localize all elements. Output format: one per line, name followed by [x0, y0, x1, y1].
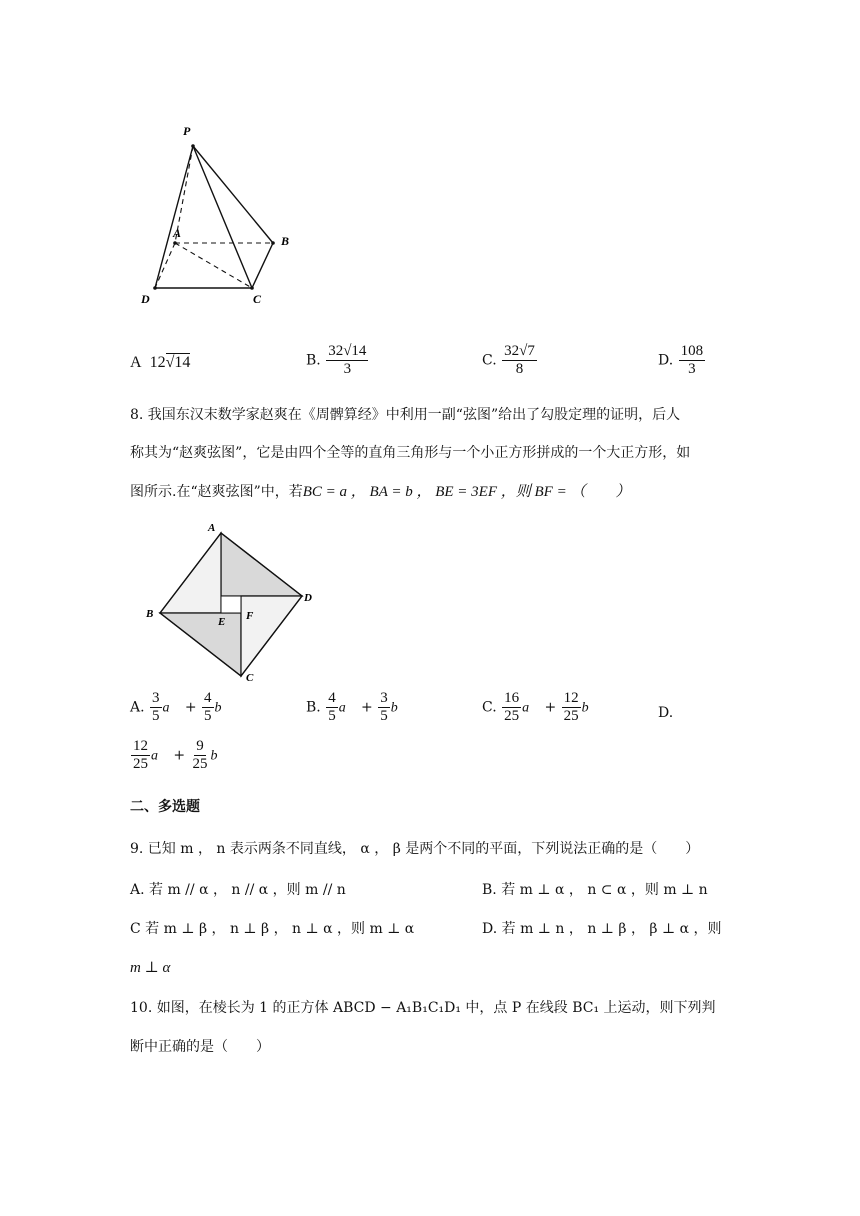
q9-option-a: A. 若 m // α ， n // α ，则 m // n	[130, 882, 346, 898]
zhao-shuang-figure	[140, 518, 320, 688]
label-d: D	[304, 592, 312, 604]
section-heading: 二、多选题	[130, 799, 200, 815]
q7-option-b: B. $\frac{32√14}{3}$	[306, 343, 367, 377]
q8-option-a: A. $\frac{3}{5}$ a⃗ + $\frac{4}{5}$ b⃗	[130, 690, 233, 724]
q7-option-a: A 12√14	[130, 354, 191, 371]
q10-line1: 10. 如图，在棱长为 1 的正方体 ABCD − A₁B₁C₁D₁ 中，点 P 在线段 BC₁ 上运动，则下列判	[130, 1000, 716, 1016]
pyramid-figure	[130, 118, 300, 310]
label-a: A	[173, 226, 182, 240]
q8-option-d-label: D.	[658, 705, 674, 721]
label-f: F	[246, 610, 254, 622]
label-b: B	[146, 608, 154, 620]
q9-option-d-cont: m ⊥ α	[130, 960, 171, 976]
q9-option-d: D. 若 m ⊥ n ， n ⊥ β ， β ⊥ α ，则	[482, 921, 722, 937]
q8-line2: 称其为“赵爽弦图”，它是由四个全等的直角三角形与一个小正方形拼成的一个大正方形，如	[130, 445, 691, 461]
q9-option-c: C 若 m ⊥ β ， n ⊥ β ， n ⊥ α ，则 m ⊥ α	[130, 921, 415, 937]
label-p: P	[183, 124, 191, 138]
label-d: D	[141, 292, 150, 306]
q8-option-d: $\frac{12}{25}$ a⃗ + $\frac{9}{25}$ b⃗	[133, 738, 229, 772]
label-a: A	[208, 522, 216, 534]
q10-line2: 断中正确的是（ ）	[130, 1039, 270, 1055]
q9-stem: 9. 已知 m ， n 表示两条不同直线， α ， β 是两个不同的平面，下列说法正确的是（ ）	[130, 841, 700, 857]
label-c: C	[246, 672, 254, 684]
label-c: C	[253, 292, 262, 306]
label-e: E	[218, 616, 226, 628]
q8-option-c: C. $\frac{16}{25}$ a⃗ + $\frac{12}{25}$ b⃗	[482, 690, 600, 724]
q7-option-d: D. $\frac{108}{3}$	[658, 343, 704, 377]
q8-line1: 8. 我国东汉末数学家赵爽在《周髀算经》中利用一副“弦图”给出了勾股定理的证明，后人	[130, 407, 681, 423]
q8-option-b: B. $\frac{4}{5}$ a⃗ + $\frac{3}{5}$ b⃗	[306, 690, 409, 724]
q9-option-b: B. 若 m ⊥ α ， n ⊂ α ，则 m ⊥ n	[482, 882, 708, 898]
q7-option-c: C. $\frac{32√7}{8}$	[482, 343, 535, 377]
q8-line3: 图所示.在“赵爽弦图”中，若BC = a ， BA = b ， BE = 3EF ，则 BF = （ ）	[130, 484, 631, 500]
label-b: B	[281, 234, 290, 248]
